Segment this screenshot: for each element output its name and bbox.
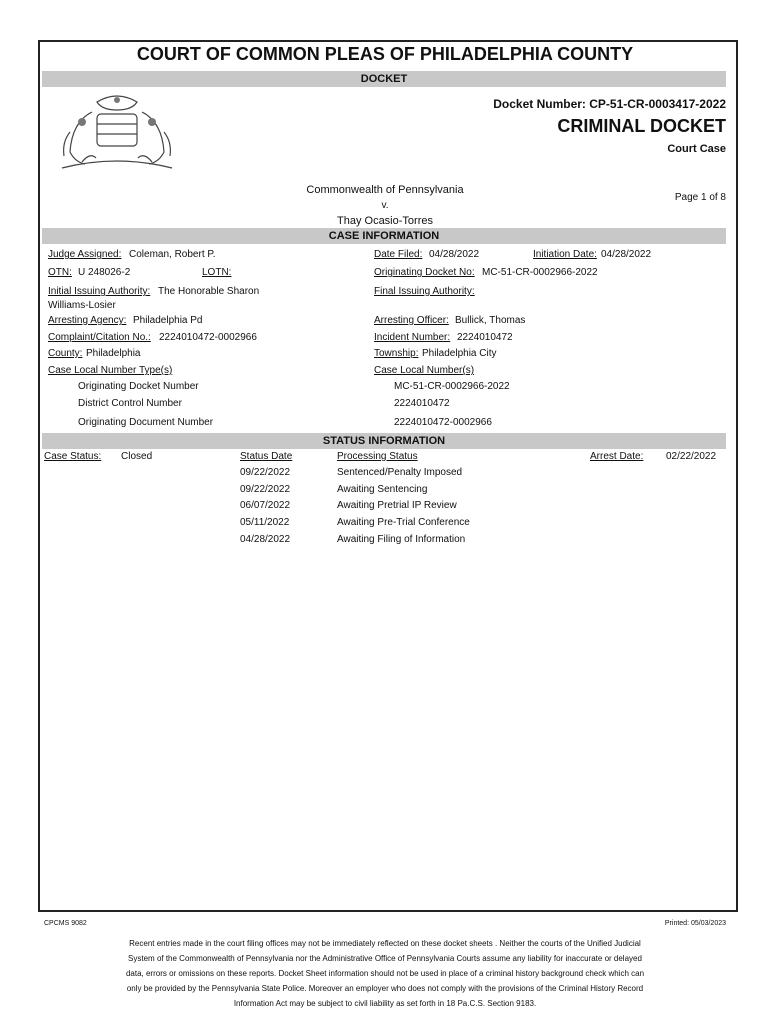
incident-number-label: Incident Number: [374,332,451,343]
status-date-header: Status Date [240,451,293,462]
disclaimer-line: Recent entries made in the court filing offices may not be immediately reflected on these docket sheets . Neither the courts of the Unified Judicial [129,939,641,948]
complaint-value: 2224010472-0002966 [159,332,257,343]
date-filed-label: Date Filed: [374,249,423,260]
disclaimer-line: only be provided by the Pennsylvania State Police. Moreover an employer who does not comply with the provisions of the Criminal History Record [126,984,644,993]
county-label: County: [48,348,83,359]
caption-defendant: Thay Ocasio-Torres [337,215,433,227]
initial-authority-label: Initial Issuing Authority: [48,286,151,297]
status-row-2-date: 09/22/2022 [240,484,291,495]
status-row-5-date: 04/28/2022 [240,534,291,545]
court-title: COURT OF COMMON PLEAS OF PHILADELPHIA COUNTY [136,44,634,64]
local-type-1: Originating Docket Number [78,381,199,392]
township-label: Township: [374,348,419,359]
case-status-value: Closed [121,451,153,462]
incident-number-value: 2224010472 [457,332,513,343]
initial-authority-value-cont: Williams-Losier [48,300,116,311]
judge-label: Judge Assigned: [48,249,122,260]
county-value: Philadelphia [86,348,141,359]
date-filed-value: 04/28/2022 [429,249,480,260]
otn-label: OTN: [48,267,72,278]
printed-date: Printed: 05/03/2023 [664,920,726,927]
disclaimer-line: data, errors or omissions on these reports. Docket Sheet information should not be used in place of a criminal history background check which can [125,969,645,978]
arrest-date-value: 02/22/2022 [666,451,717,462]
initiation-date-label: Initiation Date: [533,249,597,260]
final-authority-label: Final Issuing Authority: [374,286,475,297]
arresting-officer-label: Arresting Officer: [374,315,449,326]
status-row-4-status: Awaiting Pre-Trial Conference [337,517,470,528]
local-number-3: 2224010472-0002966 [394,417,492,428]
otn-value: U 248026-2 [78,267,131,278]
caption-versus: v. [381,200,389,211]
status-row-4-date: 05/11/2022 [240,517,290,528]
pennsylvania-seal-icon [52,92,182,178]
complaint-label: Complaint/Citation No.: [48,332,151,343]
status-row-1-date: 09/22/2022 [240,467,291,478]
docket-number: Docket Number: CP-51-CR-0003417-2022 [493,97,726,111]
processing-status-header: Processing Status [337,451,418,462]
arrest-date-label: Arrest Date: [590,451,644,462]
status-row-2-status: Awaiting Sentencing [337,484,428,495]
page-number: Page 1 of 8 [674,192,726,203]
local-type-2: District Control Number [78,398,182,409]
originating-docket-value: MC-51-CR-0002966-2022 [482,267,598,278]
lotn-label: LOTN: [202,267,232,278]
local-type-3: Originating Document Number [78,417,214,428]
initiation-date-value: 04/28/2022 [601,249,652,260]
form-id: CPCMS 9082 [44,920,87,927]
docket-bar: DOCKET [42,71,726,87]
caption-plaintiff: Commonwealth of Pennsylvania [306,184,464,196]
judge-value: Coleman, Robert P. [129,249,216,260]
arresting-agency-label: Arresting Agency: [48,315,127,326]
originating-docket-label: Originating Docket No: [374,267,475,278]
local-number-1: MC-51-CR-0002966-2022 [394,381,510,392]
doc-type: CRIMINAL DOCKET [557,116,726,136]
case-information-bar: CASE INFORMATION [42,228,726,244]
status-information-bar: STATUS INFORMATION [42,433,726,449]
arresting-agency-value: Philadelphia Pd [133,315,203,326]
disclaimer [80,936,690,1011]
disclaimer-line: System of the Commonwealth of Pennsylvania nor the Administrative Office of Pennsylvania Courts assume any liability for inaccurate or delayed [128,954,642,963]
status-row-3-status: Awaiting Pretrial IP Review [337,500,457,511]
case-local-type-header: Case Local Number Type(s) [48,365,173,376]
case-local-number-header: Case Local Number(s) [374,365,475,376]
status-row-5-status: Awaiting Filing of Information [337,534,466,545]
status-row-1-status: Sentenced/Penalty Imposed [337,467,463,478]
disclaimer-line: Information Act may be subject to civil liability as set forth in 18 Pa.C.S. Section 9183. [233,999,537,1008]
initial-authority-value: The Honorable Sharon [158,286,260,297]
arresting-officer-value: Bullick, Thomas [455,315,526,326]
township-value: Philadelphia City [422,348,497,359]
local-number-2: 2224010472 [394,398,450,409]
status-row-3-date: 06/07/2022 [240,500,291,511]
case-kind: Court Case [667,143,726,155]
case-status-label: Case Status: [44,451,102,462]
